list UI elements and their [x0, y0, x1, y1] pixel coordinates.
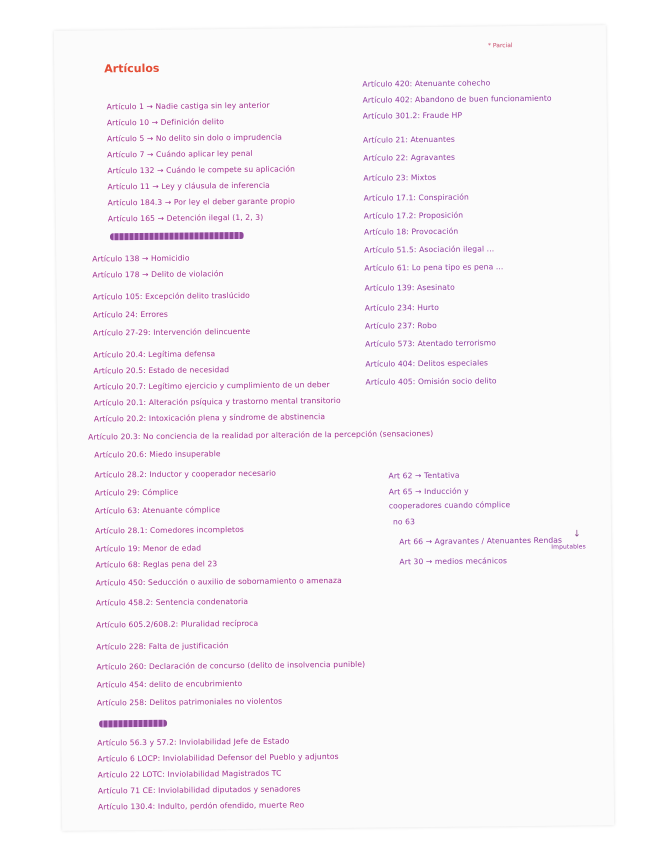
- article-entry: Artículo 178 → Delito de violación: [92, 269, 224, 280]
- article-entry: Artículo 260: Declaración de concurso (delito de insolvencia punible): [96, 659, 366, 672]
- scribbled-heading: [110, 232, 244, 240]
- article-entry: Artículo 63: Atenuante cómplice: [94, 505, 221, 516]
- article-entry: Artículo 130.4: Indulto, perdón ofendido, muerte Reo: [97, 800, 305, 812]
- side-note: Art 66 → Agravantes / Atenuantes Rendas: [399, 535, 563, 547]
- article-entry: Artículo 184.3 → Por ley el deber garante propio: [107, 196, 295, 208]
- article-entry: Artículo 28.1: Comedores incompletos: [95, 524, 244, 536]
- article-entry: Artículo 17.2: Proposición: [363, 210, 464, 221]
- article-entry: Artículo 71 CE: Inviolabilidad diputados y senadores: [97, 784, 301, 796]
- scribbled-heading: [99, 720, 167, 728]
- article-entry: Artículo 228: Falta de justificación: [96, 641, 229, 652]
- article-entry: Artículo 28.2: Inductor y cooperador necesario: [94, 468, 277, 480]
- side-note: Imputables: [551, 543, 586, 551]
- article-entry: Artículo 573: Atentado terrorismo: [365, 338, 497, 349]
- article-entry: Artículo 17.1: Conspiración: [363, 192, 469, 203]
- arrow-down-icon: ↓: [573, 529, 581, 540]
- side-note: Art 65 → Inducción y: [388, 486, 469, 497]
- article-entry: Artículo 138 → Homicidio: [92, 253, 190, 264]
- article-entry: Artículo 56.3 y 57.2: Inviolabilidad Jefe de Estado: [97, 736, 290, 748]
- article-entry: Artículo 20.5: Estado de necesidad: [93, 365, 230, 376]
- side-note: cooperadores cuando cómplice: [388, 500, 511, 511]
- article-entry: Artículo 20.4: Legítima defensa: [93, 349, 216, 360]
- article-entry: Artículo 420: Atenuante cohecho: [362, 78, 491, 89]
- article-entry: Artículo 1 → Nadie castiga sin ley anterior: [106, 100, 270, 112]
- article-entry: Artículo 458.2: Sentencia condenatoria: [95, 596, 249, 608]
- side-note: Art 62 → Tentativa: [388, 470, 460, 481]
- article-entry: Artículo 20.2: Intoxicación plena y síndrome de abstinencia: [93, 412, 326, 424]
- article-entry: Artículo 24: Errores: [92, 309, 169, 320]
- article-entry: Artículo 68: Reglas pena del 23: [95, 559, 218, 570]
- article-entry: Artículo 21: Atenuantes: [362, 134, 455, 145]
- article-entry: Artículo 18: Provocación: [363, 226, 459, 237]
- article-entry: Artículo 20.1: Alteración psíquica y trastorno mental transitorio: [93, 395, 341, 408]
- article-entry: Artículo 20.7: Legítimo ejercicio y cumplimiento de un deber: [93, 380, 330, 392]
- article-entry: Artículo 105: Excepción delito traslúcido: [92, 290, 250, 302]
- article-entry: Artículo 20.6: Miedo insuperable: [94, 449, 221, 460]
- article-entry: Artículo 605.2/608.2: Pluralidad recíproca: [96, 618, 259, 630]
- article-entry: Artículo 132 → Cuándo le compete su aplicación: [107, 164, 296, 176]
- article-entry: Artículo 5 → No delito sin dolo o imprudencia: [106, 132, 283, 144]
- article-entry: Artículo 27-29: Intervención delincuente: [92, 326, 251, 338]
- article-entry: Artículo 29: Cómplice: [94, 487, 179, 498]
- article-entry: Artículo 234: Hurto: [364, 302, 439, 313]
- article-entry: Artículo 7 → Cuándo aplicar ley penal: [107, 148, 253, 160]
- article-entry: Artículo 51.5: Asociación ilegal ...: [364, 244, 495, 255]
- article-entry: Artículo 301.2: Fraude HP: [362, 110, 463, 121]
- article-entry: Artículo 139: Asesinato: [364, 282, 455, 293]
- article-entry: Artículo 165 → Detención ilegal (1, 2, 3): [107, 212, 264, 224]
- article-entry: Artículo 61: Lo pena tipo es pena ...: [364, 262, 504, 273]
- side-note: no 63: [392, 517, 416, 527]
- article-entry: Artículo 258: Delitos patrimoniales no violentos: [96, 696, 283, 708]
- article-entry: Artículo 404: Delitos especiales: [365, 358, 489, 369]
- article-entry: Artículo 405: Omisión socio delito: [365, 376, 497, 387]
- side-note: Art 30 → medios mecánicos: [399, 556, 508, 567]
- notebook-page: [54, 25, 614, 831]
- article-entry: Artículo 450: Seducción o auxilio de sobornamiento o amenaza: [95, 575, 342, 588]
- article-entry: Artículo 10 → Definición delito: [106, 117, 225, 128]
- corner-note: * Parcial: [487, 42, 513, 50]
- article-entry: Artículo 11 → Ley y cláusula de inferencia: [107, 180, 270, 192]
- article-entry: Artículo 19: Menor de edad: [95, 543, 202, 554]
- article-entry: Artículo 23: Mixtos: [363, 172, 437, 183]
- article-entry: Artículo 454: delito de encubrimiento: [96, 678, 243, 690]
- page-title: Artículos: [104, 61, 160, 76]
- article-entry: Artículo 20.3: No conciencia de la realidad por alteración de la percepción (sensaciones): [88, 428, 434, 442]
- article-entry: Artículo 6 LOCP: Inviolabilidad Defensor del Pueblo y adjuntos: [97, 751, 339, 764]
- article-entry: Artículo 22 LOTC: Inviolabilidad Magistrados TC: [97, 768, 282, 780]
- article-entry: Artículo 402: Abandono de buen funcionamiento: [362, 93, 552, 105]
- article-entry: Artículo 237: Robo: [364, 320, 437, 331]
- article-entry: Artículo 22: Agravantes: [363, 152, 456, 163]
